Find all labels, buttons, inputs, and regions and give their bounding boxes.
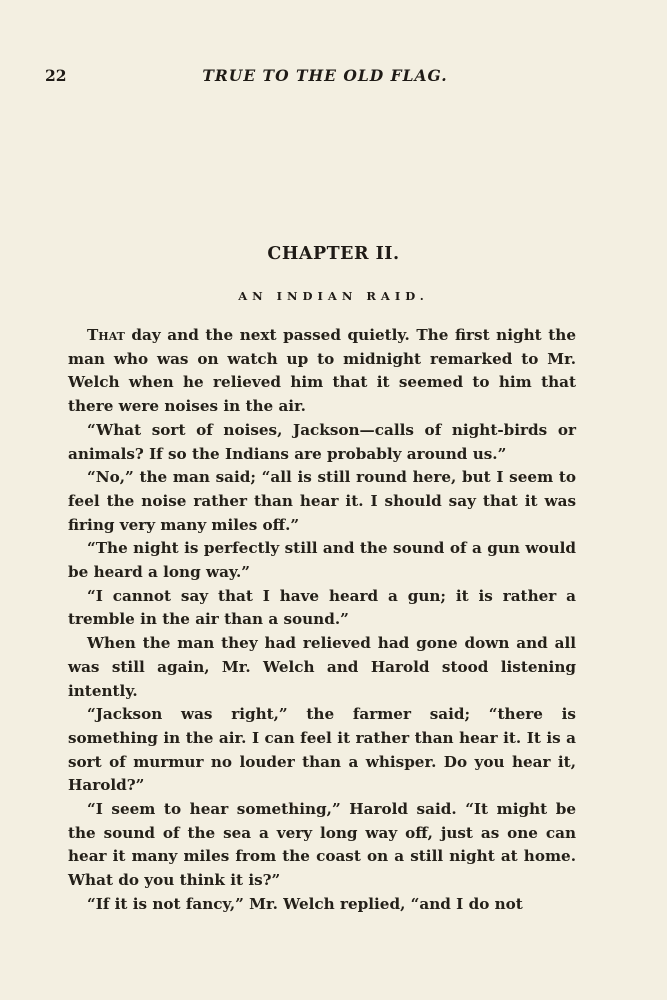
chapter-subtitle: AN INDIAN RAID. (238, 289, 429, 303)
paragraph (68, 324, 576, 419)
paragraph-text: day and the next passed quietly. The first night the man who was on watch up to midnight remarked to Mr. Welch when he relieved him that it seemed to him that there were noises in the air. (68, 326, 576, 416)
paragraph: “If it is not fancy,” Mr. Welch replied, “and I do not (87, 894, 523, 913)
body-text (68, 324, 576, 917)
chapter-title: CHAPTER II. (267, 244, 400, 264)
paragraph: “No,” the man said; “all is still round here, but I seem to feel the noise rather than hear it. I should say that it was firing very many miles off.” (68, 468, 576, 534)
paragraph: When the man they had relieved had gone down and all was still again, Mr. Welch and Harold stood listening intently. (68, 634, 576, 700)
page-header (45, 66, 605, 90)
running-title: TRUE TO THE OLD FLAG. (202, 66, 448, 85)
first-word: That (87, 326, 125, 344)
paragraph: “What sort of noises, Jackson—calls of night-birds or animals? If so the Indians are probably around us.” (68, 420, 576, 463)
paragraph: “Jackson was right,” the farmer said; “there is something in the air. I can feel it rather than hear it. It is a sort of murmur no louder than a whisper. Do you hear it, Harold?” (68, 705, 576, 795)
page-number: 22 (45, 66, 67, 85)
paragraph: “I seem to hear something,” Harold said. “It might be the sound of the sea a very long way off, just as one can hear it many miles from the coast on a still night at home. What do you think it is?” (68, 800, 576, 890)
paragraph: “I cannot say that I have heard a gun; it is rather a tremble in the air than a sound.” (68, 586, 576, 629)
paragraph: “The night is perfectly still and the sound of a gun would be heard a long way.” (68, 539, 576, 582)
